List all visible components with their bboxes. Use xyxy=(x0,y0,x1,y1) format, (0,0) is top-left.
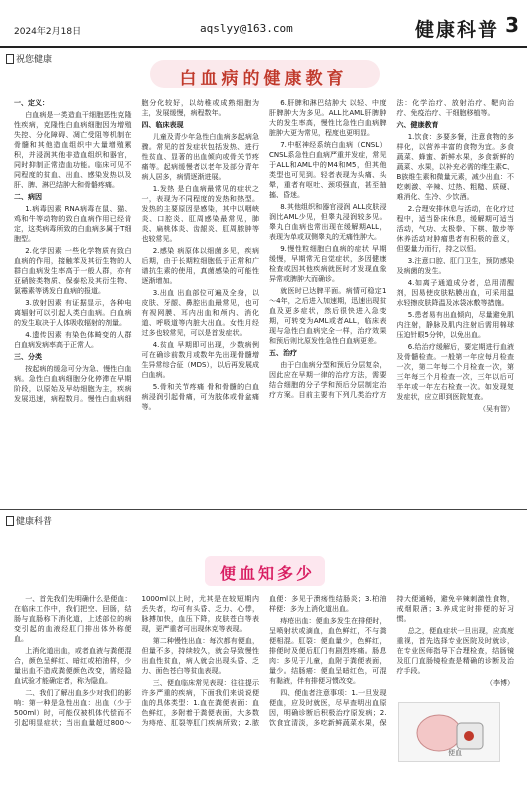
body-paragraph: 8.其他组织和器官浸润 ALL皮肤浸润比AML少见，但睾丸浸润较多见。睾丸白血病也常出现在缓解期ALL，表现为单或双侧睾丸的无痛性肿大。 xyxy=(269,203,387,241)
body-paragraph: 2.感染 病原体以细菌多见，疾病后期，由于长期粒细胞低于正常和广谱抗生素的使用，真菌感染的可能性逐渐增加。 xyxy=(141,247,259,285)
page-number: 3 xyxy=(505,13,519,37)
body-paragraph: 上消化道出血，或者血液与粪便混合，颜色呈鲜红、暗红或柏油样，少量出血不造成粪便颜色改变，需经隐血试验才能确定者，称为隐血。 xyxy=(14,647,132,685)
body-paragraph: 1.饮食：多要多餐，注意食物的多样化，以营养丰富的食物为宜。多食蔬菜、蜂蜜、新鲜水果，多食新鲜的蔬菜、水果，以补充必需的维生素C、B族维生素和微量元素，减少出血：不吃刺激、辛辣、过热、粗糙、质硬、难消化、生冷、少饮酒。 xyxy=(396,133,514,201)
section-divider xyxy=(0,509,527,510)
body-paragraph: 1.病毒因素 RNA病毒在鼠、猫、鸡和牛等动物的致白血病作用已经肯定，这类病毒所致的白血病多属于T细胞型。 xyxy=(14,205,132,243)
body-paragraph: 4.贫血 早期即可出现，少数病例可在确诊前数月或数年先出现骨髓增生异常综合征（MDS），以后再发展成白血病。 xyxy=(141,341,259,379)
section-tag-label: 健康科普 xyxy=(16,517,53,527)
section-tag-label: 祝您健康 xyxy=(16,55,53,65)
body-paragraph: 就医时已达脾平面。病情可稳定1～4年，之后进入加速期，迅速出现贫血及更多症状，然后很快进入急变期，可转变为AML或者ALL，临床表现与急性白血病完全一样，治疗效果和预后则比原发性急性白血病更差。 xyxy=(269,287,387,345)
author-signature: （李博） xyxy=(486,679,514,687)
author-signature: （吴有智） xyxy=(479,405,514,413)
section-heading: 六、健康教育 xyxy=(396,121,439,129)
body-paragraph: 6.肝脾和淋巴结肿大 以轻、中度肝脾肿大为多见。ALL比AML肝脾肿大的发生率高，慢性比急性白血病脾脏肿大更为常见，程度也更明显。 xyxy=(269,99,387,137)
article-title-leukemia: 白血病的健康教育 xyxy=(179,69,348,89)
body-paragraph: 3.放射因素 有证据显示，各种电离辐射可以引起人类白血病。白血病的发生取决于人体吸收辐射的剂量。 xyxy=(14,299,132,327)
body-paragraph: 7.中枢神经系统白血病（CNSL） CNSL系急性白血病严重并发症，常见于ALL和AML中的M4和M5，但其他类型也可见到。轻者表现为头痛、头晕，重者有呕吐、颈项强直，甚至抽搐、昏迷。 xyxy=(269,141,387,199)
article-title-bloody-stool: 便血知多少 xyxy=(220,564,316,583)
contact-email[interactable]: aqslyy@163.com xyxy=(200,22,293,35)
section-heading: 四、临床表现 xyxy=(141,121,184,129)
body-paragraph: 4.如离子通道成分者，总用清醒剂，因易使皮肤粘膜出血，可采用温水轻擦皮肤降温及冰袋冰敷等措施。 xyxy=(396,279,514,307)
illustration-caption: 便血 xyxy=(448,749,462,757)
body-paragraph: 2.化学因素 一些化学物质有致白血病的作用，接触苯及其衍生物的人群白血病发生率高于一般人群，亦有亚硝胺类物质、保泰松及其衍生物、氯霉素等诱发白血病的报道。 xyxy=(14,247,132,295)
body-paragraph: 四、便血者注意事项：1.一旦发现便血，应及时就医，尽早查明出血原因，明确诊断后积极治疗原发病；2.饮食宜清淡，多吃新鲜蔬菜水果，保持大便通畅，避免辛辣刺激性食物，戒烟限酒；3.养成定时排便的好习惯。 xyxy=(269,595,514,727)
section-tag-science xyxy=(6,514,52,527)
body-paragraph: 第二种慢性出血：每次都有便血，但量不多，持续较久，就会导致慢性出血性贫血，病人就会出现头昏、乏力、面色苍白等贫血表现。 xyxy=(141,637,259,675)
body-paragraph: 5.患者易有出血倾向，尽量避免肌内注射，静脉及肌内注射后需用棉球压迫针眼5分钟，以免出血。 xyxy=(396,311,514,339)
body-paragraph: 儿童及青少年急性白血病多起病急骤。常见的首发症状包括发热、进行性贫血、显著的出血倾向或骨关节疼痛等。起病缓慢者以老年及部分青年病人居多，病情逐渐进展。 xyxy=(141,133,259,181)
section-heading: 五、治疗 xyxy=(269,349,297,357)
body-paragraph: 6.给治疗缓解后，要定期进行血液及骨髓检查。一般第一年应每月检查一次，第二年每二个月检查一次，第三年每三个月检查一次，三年以后可半年或一年左右检查一次。如发现复发症状，应立即到医院复查。 xyxy=(396,343,514,401)
section-heading: 三、分类 xyxy=(14,353,42,361)
section-heading: 一、定义： xyxy=(14,99,49,107)
body-paragraph: 3.出血 出血部位可遍及全身，以皮肤、牙龈、鼻腔出血最常见，也可有视网膜、耳内出血和颅内、消化道、呼吸道等内脏大出血。女性月经过多也较常见，可以是首发症状。 xyxy=(141,289,259,337)
body-paragraph: 9.慢性粒细胞白血病的症状 早期缓慢，早期常无自觉症状，多因健康检查或因其他疾病就医时才发现血象异常或脾肿大而确诊。 xyxy=(269,245,387,283)
body-paragraph: 由于白血病分型和预后分层复杂，因此应在早期一律的治疗方法，需要结合细胞的分子学和预后分层制定治疗方案。目前主要有下列几类治疗方法：化学治疗、放射治疗、靶向治疗、免疫治疗、干细胞移植等。 xyxy=(269,99,514,399)
body-paragraph: 4.遗传因素 有染色体畸变的人群白血病发病率高于正常人。 xyxy=(14,331,132,349)
column-brand: 健康科普 xyxy=(414,19,499,41)
body-paragraph: 3.注意口腔、肛门卫生，预防感染及病菌的发生。 xyxy=(396,257,514,275)
body-paragraph: 总之，便血症状一旦出现，应高度重视，首先选择专业医院及时就诊，在专业医师指导下合理检查，结肠镜及肛门直肠镜检查是精确的诊断及治疗手段。 xyxy=(396,627,514,675)
section-heading: 二、病因 xyxy=(14,193,42,201)
article-body-leukemia xyxy=(14,98,514,506)
body-paragraph: 按起病的缓急可分为急、慢性白血病。急性白血病细胞分化停滞在早期阶段，以原始及早幼细胞为主，疾病发展迅速，病程数月。慢性白血病细胞分化较好，以幼稚或成熟细胞为主，发展缓慢，病程数年。 xyxy=(14,99,259,403)
body-paragraph: 二、我们了解出血多少对我们的影响：第一种是急性出血：出血（少于500ml）时，可能仅被机体代偿而不引起明显症状；当出血量超过800～1000ml以上时，尤其是在较短期内丢失者，均可有头昏、乏力、心悸，脉搏加快，血压下降，皮肤苍白等表现，更严重者可出现休克等表现。 xyxy=(14,595,259,727)
body-paragraph: 一、首先我们先明确什么是便血：在临床工作中，我们把空、回肠，结肠与直肠称下消化道，上述部位的病变引起的血液经肛门排出体外称便血。 xyxy=(14,595,132,643)
body-paragraph: 1.发热 是白血病最常见的症状之一，表现为不同程度的发热和热型。发热的主要原因是感染，其中以咽峡炎、口腔炎、肛周感染最常见，肺炎、扁桃体炎、齿龈炎、肛周脓肿等也较常见。 xyxy=(141,185,259,243)
issue-date: 2024年2月18日 xyxy=(14,27,82,37)
body-paragraph: 三、便血临床常见表现：往往提示许多严重的疾病，下面我们来说说便血的具体类型：1.血在粪便表面：血色鲜红，多附着于粪便表面，大多数为痔疮、肛裂等肛门疾病所致；2.脓血便：多见于溃疡性结肠炎；3.柏油样便：多为上消化道出血。 xyxy=(141,595,387,727)
page-header xyxy=(0,0,527,48)
body-paragraph: 痔疮出血：便血多发生在排便时，呈喷射状或滴血，血色鲜红，不与粪便相混。肛裂：便血量少，色鲜红，排便时及便后肛门有剧烈疼痛。肠息肉：多见于儿童，血附于粪便表面，量少。结肠癌：便血呈暗红色，可混有黏液，伴有排便习惯改变。 xyxy=(269,617,387,685)
body-paragraph: 5.骨和关节疼痛 骨和骨髓的白血病浸润引起骨痛，可为肢体或骨盆痛等。 xyxy=(141,383,259,411)
body-paragraph: 白血病是一类造血干细胞恶性克隆性疾病，克隆性白血病细胞因为增殖失控、分化障碍、凋亡受阻等机制在骨髓和其他造血组织中大量增殖累积，并浸润其他非造血组织和器官，同时抑制正常造血功能。临床可见不同程度的贫血、出血、感染发热以及肝、脾、淋巴结肿大和骨骼疼痛。 xyxy=(14,111,132,189)
body-paragraph: 2.合理安排休息与活动，在化疗过程中，适当卧床休息，缓解期可适当活动，气功、太极拳、下棋、散步等休养活动对肿瘤患者有积极的意义，但要量力而行，持之以恒。 xyxy=(396,205,514,253)
